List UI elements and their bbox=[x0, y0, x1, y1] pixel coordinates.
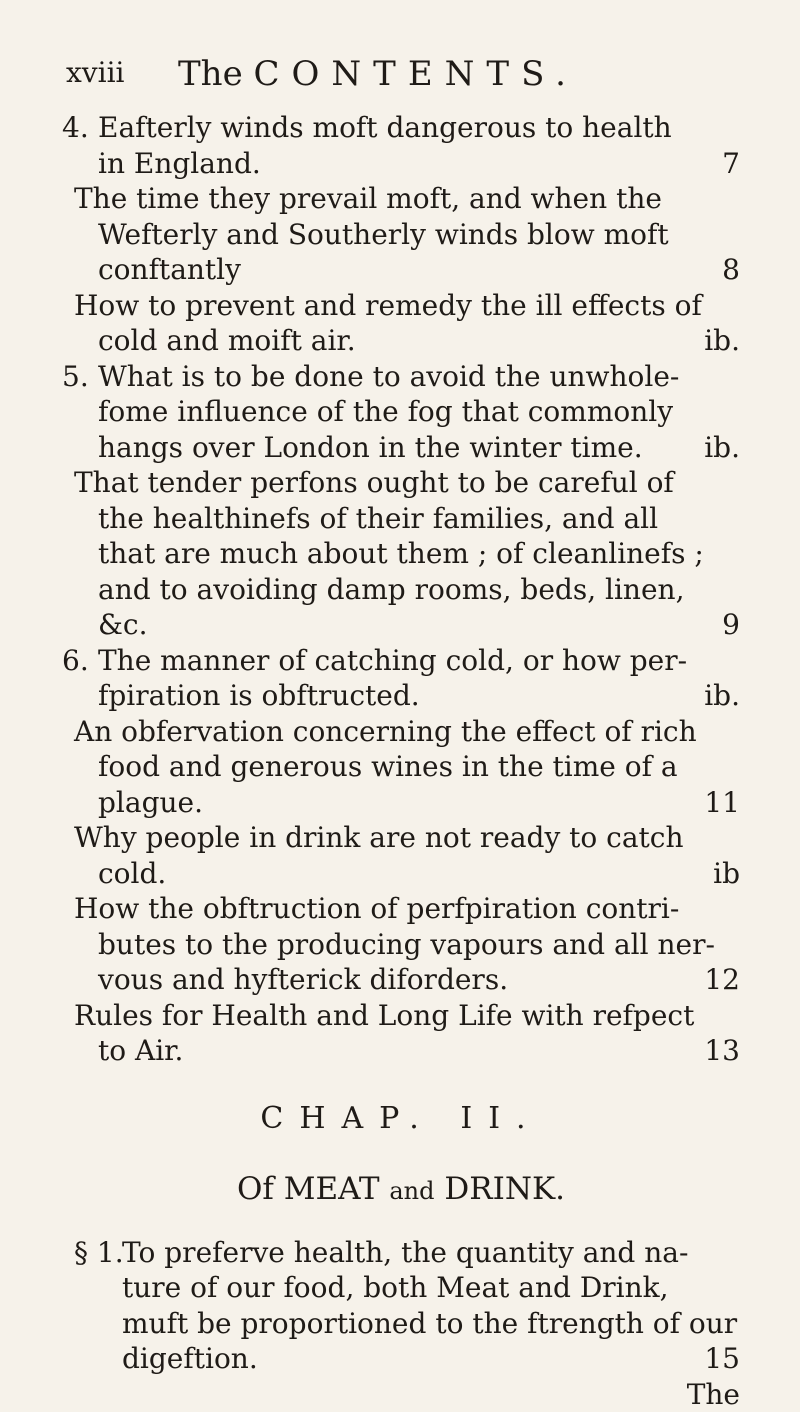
entry-line bbox=[62, 749, 740, 785]
section-line: muft be proportioned to the ftrength of our bbox=[122, 1306, 738, 1340]
catchword: The bbox=[686, 1377, 740, 1411]
running-head-contents: CONTENTS. bbox=[253, 54, 578, 94]
page-number: xviii bbox=[66, 56, 125, 89]
entry-text: plague. bbox=[98, 785, 203, 819]
entry-text: Why people in drink are not ready to catch bbox=[74, 821, 684, 854]
entry-line bbox=[62, 394, 740, 430]
entry-text: that are much about them ; of cleanlinefs ; bbox=[98, 537, 704, 570]
entry-text: in England. bbox=[98, 146, 261, 180]
entry-page-ref: 13 bbox=[704, 1034, 740, 1067]
entry-line bbox=[62, 217, 740, 253]
entry-line bbox=[62, 607, 740, 643]
entry-text: Eafterly winds moft dangerous to health bbox=[98, 111, 672, 144]
entry-line bbox=[62, 465, 740, 501]
entry-text: food and generous wines in the time of a bbox=[98, 750, 678, 783]
section-line bbox=[62, 1341, 740, 1377]
contents-entries bbox=[62, 110, 740, 1069]
entry-page-ref: ib bbox=[713, 856, 740, 890]
entry-text: cold and moift air. bbox=[98, 324, 356, 357]
contents-entry bbox=[62, 998, 740, 1069]
entry-line bbox=[62, 927, 740, 963]
entry-line bbox=[62, 110, 740, 146]
entry-line bbox=[62, 146, 740, 182]
entry-page-ref: ib. bbox=[704, 679, 740, 712]
entry-line bbox=[62, 820, 740, 856]
contents-entry bbox=[62, 891, 740, 998]
contents-entry bbox=[62, 359, 740, 466]
page-header bbox=[66, 52, 760, 102]
entry-line bbox=[62, 288, 740, 324]
entry-text: An obfervation concerning the effect of rich bbox=[74, 714, 697, 748]
entry-text: to Air. bbox=[98, 1034, 184, 1067]
running-head-the: The bbox=[178, 54, 243, 94]
entry-line bbox=[62, 962, 740, 998]
entry-text: cold. bbox=[98, 856, 167, 890]
entry-line bbox=[62, 252, 740, 288]
entry-line bbox=[62, 856, 740, 892]
chapter-title-meat: MEAT bbox=[283, 1170, 380, 1207]
entry-text: How to prevent and remedy the ill effects of bbox=[74, 288, 702, 322]
chapter-title-of: Of bbox=[237, 1170, 274, 1207]
section-number: § 1. bbox=[74, 1235, 124, 1269]
contents-entry bbox=[62, 820, 740, 891]
entry-line bbox=[62, 572, 740, 608]
entry-page-ref: 7 bbox=[722, 146, 740, 180]
entry-line bbox=[62, 1033, 740, 1069]
entry-text: Wefterly and Southerly winds blow moft bbox=[98, 217, 669, 251]
chapter-title-and: and bbox=[389, 1176, 435, 1205]
contents-entry bbox=[62, 181, 740, 288]
entry-number: 6. bbox=[62, 643, 89, 677]
entry-page-ref: 9 bbox=[722, 608, 740, 641]
contents-body bbox=[62, 110, 740, 1412]
entry-text: fome influence of the fog that commonly bbox=[98, 395, 674, 428]
entry-line bbox=[62, 643, 740, 679]
contents-entry bbox=[62, 643, 740, 714]
chapter-title-drink: DRINK. bbox=[444, 1170, 565, 1207]
contents-entry bbox=[62, 288, 740, 359]
entry-line bbox=[62, 785, 740, 821]
entry-page-ref: ib. bbox=[704, 324, 740, 357]
entry-text: The time they prevail moft, and when the bbox=[74, 182, 662, 215]
entry-page-ref: ib. bbox=[704, 430, 740, 464]
entry-page-ref: 11 bbox=[704, 785, 740, 819]
entry-line bbox=[62, 536, 740, 572]
entry-text: The manner of catching cold, or how per- bbox=[98, 643, 688, 677]
entry-text: How the obftruction of perfpiration contri- bbox=[74, 892, 680, 925]
entry-page-ref: 12 bbox=[704, 963, 740, 996]
entry-text: vous and hyfterick diforders. bbox=[98, 963, 509, 996]
section-entry bbox=[62, 1235, 740, 1377]
chapter-heading: CHAP. II. bbox=[260, 1100, 542, 1136]
entry-line bbox=[62, 359, 740, 395]
chapter-title bbox=[62, 1163, 740, 1215]
entry-line bbox=[62, 501, 740, 537]
entry-text: butes to the producing vapours and all ner- bbox=[98, 927, 715, 961]
entry-text: What is to be done to avoid the unwhole- bbox=[98, 359, 680, 393]
contents-entry bbox=[62, 110, 740, 181]
entry-number: 5. bbox=[62, 359, 89, 393]
entry-text: hangs over London in the winter time. bbox=[98, 430, 643, 464]
section-page-ref: 15 bbox=[704, 1342, 740, 1375]
entry-line bbox=[62, 430, 740, 466]
entry-number: 4. bbox=[62, 111, 89, 144]
section-text: To preferve health, the quantity and na- bbox=[122, 1235, 689, 1269]
entry-page-ref: 8 bbox=[722, 253, 740, 286]
entry-text: and to avoiding damp rooms, beds, linen, bbox=[98, 572, 685, 606]
running-head bbox=[178, 54, 578, 94]
section-text: digeftion. bbox=[122, 1342, 258, 1375]
entry-text: the healthinefs of their families, and all bbox=[98, 501, 659, 535]
entry-line bbox=[62, 714, 740, 750]
contents-entry bbox=[62, 465, 740, 643]
section-line bbox=[62, 1235, 740, 1271]
entry-text: Rules for Health and Long Life with refpect bbox=[74, 998, 695, 1032]
section-line: ture of our food, both Meat and Drink, bbox=[122, 1271, 669, 1304]
entry-line bbox=[62, 891, 740, 927]
contents-entry bbox=[62, 714, 740, 821]
entry-text: &c. bbox=[98, 608, 148, 641]
entry-line bbox=[62, 181, 740, 217]
entry-line bbox=[62, 998, 740, 1034]
entry-text: conftantly bbox=[98, 253, 241, 286]
entry-text: That tender perfons ought to be careful of bbox=[74, 466, 674, 499]
entry-line bbox=[62, 678, 740, 714]
entry-line bbox=[62, 323, 740, 359]
entry-text: fpiration is obftructed. bbox=[98, 679, 420, 712]
